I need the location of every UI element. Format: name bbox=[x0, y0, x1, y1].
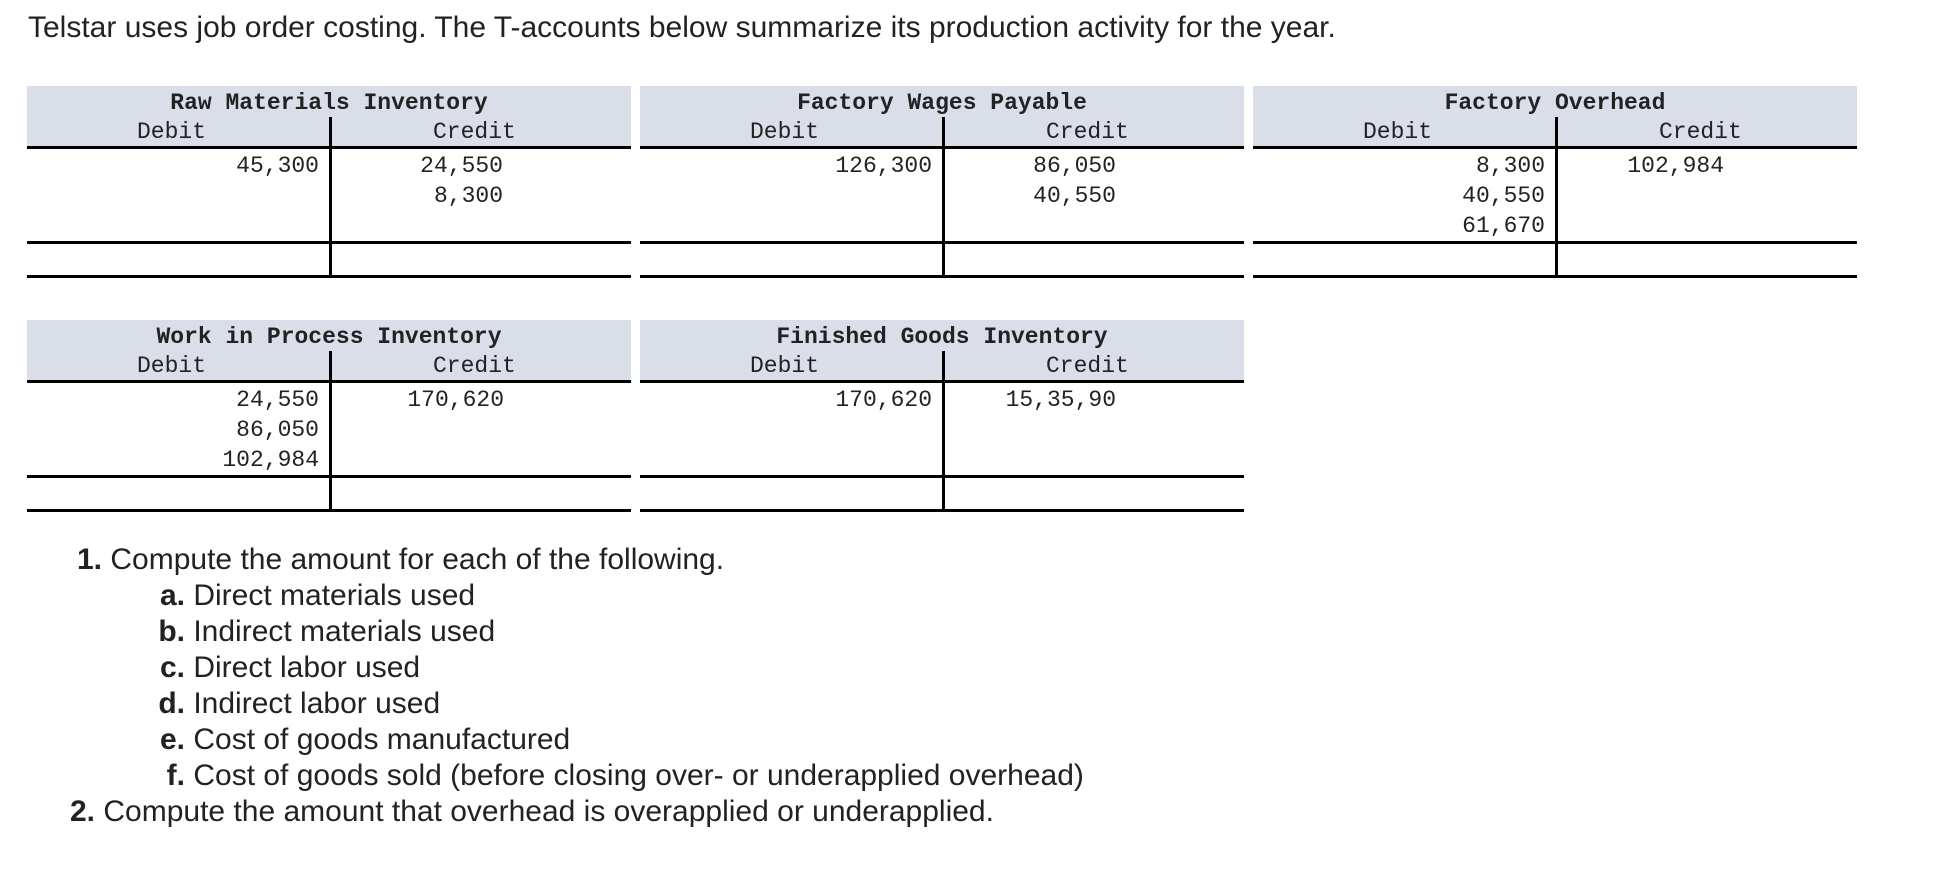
credit-label: Credit bbox=[1659, 119, 1742, 145]
t-account-work-in-process bbox=[27, 320, 631, 516]
question-1e bbox=[70, 722, 1084, 758]
t-account-divider bbox=[329, 351, 332, 511]
debit-amount: 24,550 bbox=[236, 387, 319, 413]
item-text: Direct materials used bbox=[193, 579, 476, 612]
intro-text: Telstar uses job order costing. The T-accounts below summarize its production activity for the year. bbox=[28, 11, 1336, 44]
debit-label: Debit bbox=[750, 119, 820, 145]
item-text: Cost of goods manufactured bbox=[193, 723, 571, 756]
t-account-title: Raw Materials Inventory bbox=[170, 90, 488, 116]
credit-amount: 40,550 bbox=[1033, 183, 1116, 209]
debit-label: Debit bbox=[1363, 119, 1433, 145]
debit-entries bbox=[835, 151, 932, 181]
credit-label: Credit bbox=[1046, 353, 1129, 379]
credit-label: Credit bbox=[433, 119, 516, 145]
t-account-factory-overhead bbox=[1253, 86, 1857, 282]
t-account-title: Finished Goods Inventory bbox=[776, 324, 1108, 350]
question-1c bbox=[70, 650, 1084, 686]
item-letter: a. bbox=[159, 579, 185, 612]
debit-entries bbox=[222, 385, 319, 475]
debit-label: Debit bbox=[750, 353, 820, 379]
t-account-rule bbox=[640, 146, 1244, 149]
debit-label: Debit bbox=[137, 119, 207, 145]
item-letter: d. bbox=[158, 687, 185, 720]
t-account-bottom-rule bbox=[27, 509, 631, 512]
debit-entries bbox=[1462, 151, 1545, 241]
t-account-divider bbox=[942, 117, 945, 277]
credit-amount: 102,984 bbox=[1627, 153, 1724, 179]
question-list bbox=[70, 542, 1084, 830]
t-account-total-rule bbox=[27, 475, 631, 478]
t-account-rule bbox=[640, 380, 1244, 383]
t-account-raw-materials bbox=[27, 86, 631, 282]
t-account-divider bbox=[1555, 117, 1558, 277]
credit-entries bbox=[348, 385, 504, 415]
t-account-bottom-rule bbox=[640, 275, 1244, 278]
debit-entries bbox=[835, 385, 932, 415]
t-account-finished-goods bbox=[640, 320, 1244, 516]
credit-entries bbox=[348, 151, 503, 211]
question-1d bbox=[70, 686, 1084, 722]
question-number: 1. bbox=[77, 543, 103, 576]
t-account-total-rule bbox=[640, 241, 1244, 244]
item-letter: b. bbox=[158, 615, 185, 648]
question-text: Compute the amount that overhead is overapplied or underapplied. bbox=[103, 795, 994, 828]
credit-entries bbox=[961, 385, 1116, 415]
debit-amount: 45,300 bbox=[236, 153, 319, 179]
t-account-bottom-rule bbox=[640, 509, 1244, 512]
debit-amount: 102,984 bbox=[222, 447, 319, 473]
question-1b bbox=[70, 614, 1084, 650]
debit-entries bbox=[236, 151, 319, 181]
debit-amount: 126,300 bbox=[835, 153, 932, 179]
t-account-title: Work in Process Inventory bbox=[156, 324, 502, 350]
t-account-rule bbox=[27, 146, 631, 149]
debit-amount: 61,670 bbox=[1462, 213, 1545, 239]
t-account-total-rule bbox=[27, 241, 631, 244]
item-text: Indirect materials used bbox=[193, 615, 496, 648]
credit-amount: 170,620 bbox=[407, 387, 504, 413]
t-account-total-rule bbox=[1253, 241, 1857, 244]
credit-entries bbox=[1574, 151, 1724, 181]
credit-amount: 86,050 bbox=[1033, 153, 1116, 179]
item-letter: f. bbox=[166, 759, 185, 792]
t-account-bottom-rule bbox=[1253, 275, 1857, 278]
t-account-title: Factory Wages Payable bbox=[797, 90, 1087, 116]
question-1a bbox=[70, 578, 1084, 614]
debit-amount: 86,050 bbox=[236, 417, 319, 443]
t-account-total-rule bbox=[640, 475, 1244, 478]
debit-amount: 40,550 bbox=[1462, 183, 1545, 209]
credit-label: Credit bbox=[1046, 119, 1129, 145]
debit-amount: 170,620 bbox=[835, 387, 932, 413]
t-account-title: Factory Overhead bbox=[1444, 90, 1666, 116]
item-text: Direct labor used bbox=[193, 651, 421, 684]
credit-label: Credit bbox=[433, 353, 516, 379]
credit-amount: 24,550 bbox=[420, 153, 503, 179]
debit-label: Debit bbox=[137, 353, 207, 379]
credit-entries bbox=[961, 151, 1116, 211]
credit-amount: 15,35,90 bbox=[1005, 387, 1116, 413]
item-text: Cost of goods sold (before closing over- or underapplied overhead) bbox=[193, 759, 1084, 792]
t-account-divider bbox=[329, 117, 332, 277]
question-number: 2. bbox=[70, 795, 96, 828]
t-account-divider bbox=[942, 351, 945, 511]
question-text: Compute the amount for each of the following. bbox=[110, 543, 725, 576]
item-letter: e. bbox=[159, 723, 185, 756]
question-1 bbox=[70, 542, 1084, 578]
debit-amount: 8,300 bbox=[1475, 153, 1545, 179]
credit-amount: 8,300 bbox=[433, 183, 503, 209]
t-account-rule bbox=[1253, 146, 1857, 149]
t-account-bottom-rule bbox=[27, 275, 631, 278]
item-text: Indirect labor used bbox=[193, 687, 441, 720]
t-account-rule bbox=[27, 380, 631, 383]
question-2 bbox=[70, 794, 1084, 830]
item-letter: c. bbox=[159, 651, 185, 684]
question-1f bbox=[70, 758, 1084, 794]
t-account-factory-wages bbox=[640, 86, 1244, 282]
